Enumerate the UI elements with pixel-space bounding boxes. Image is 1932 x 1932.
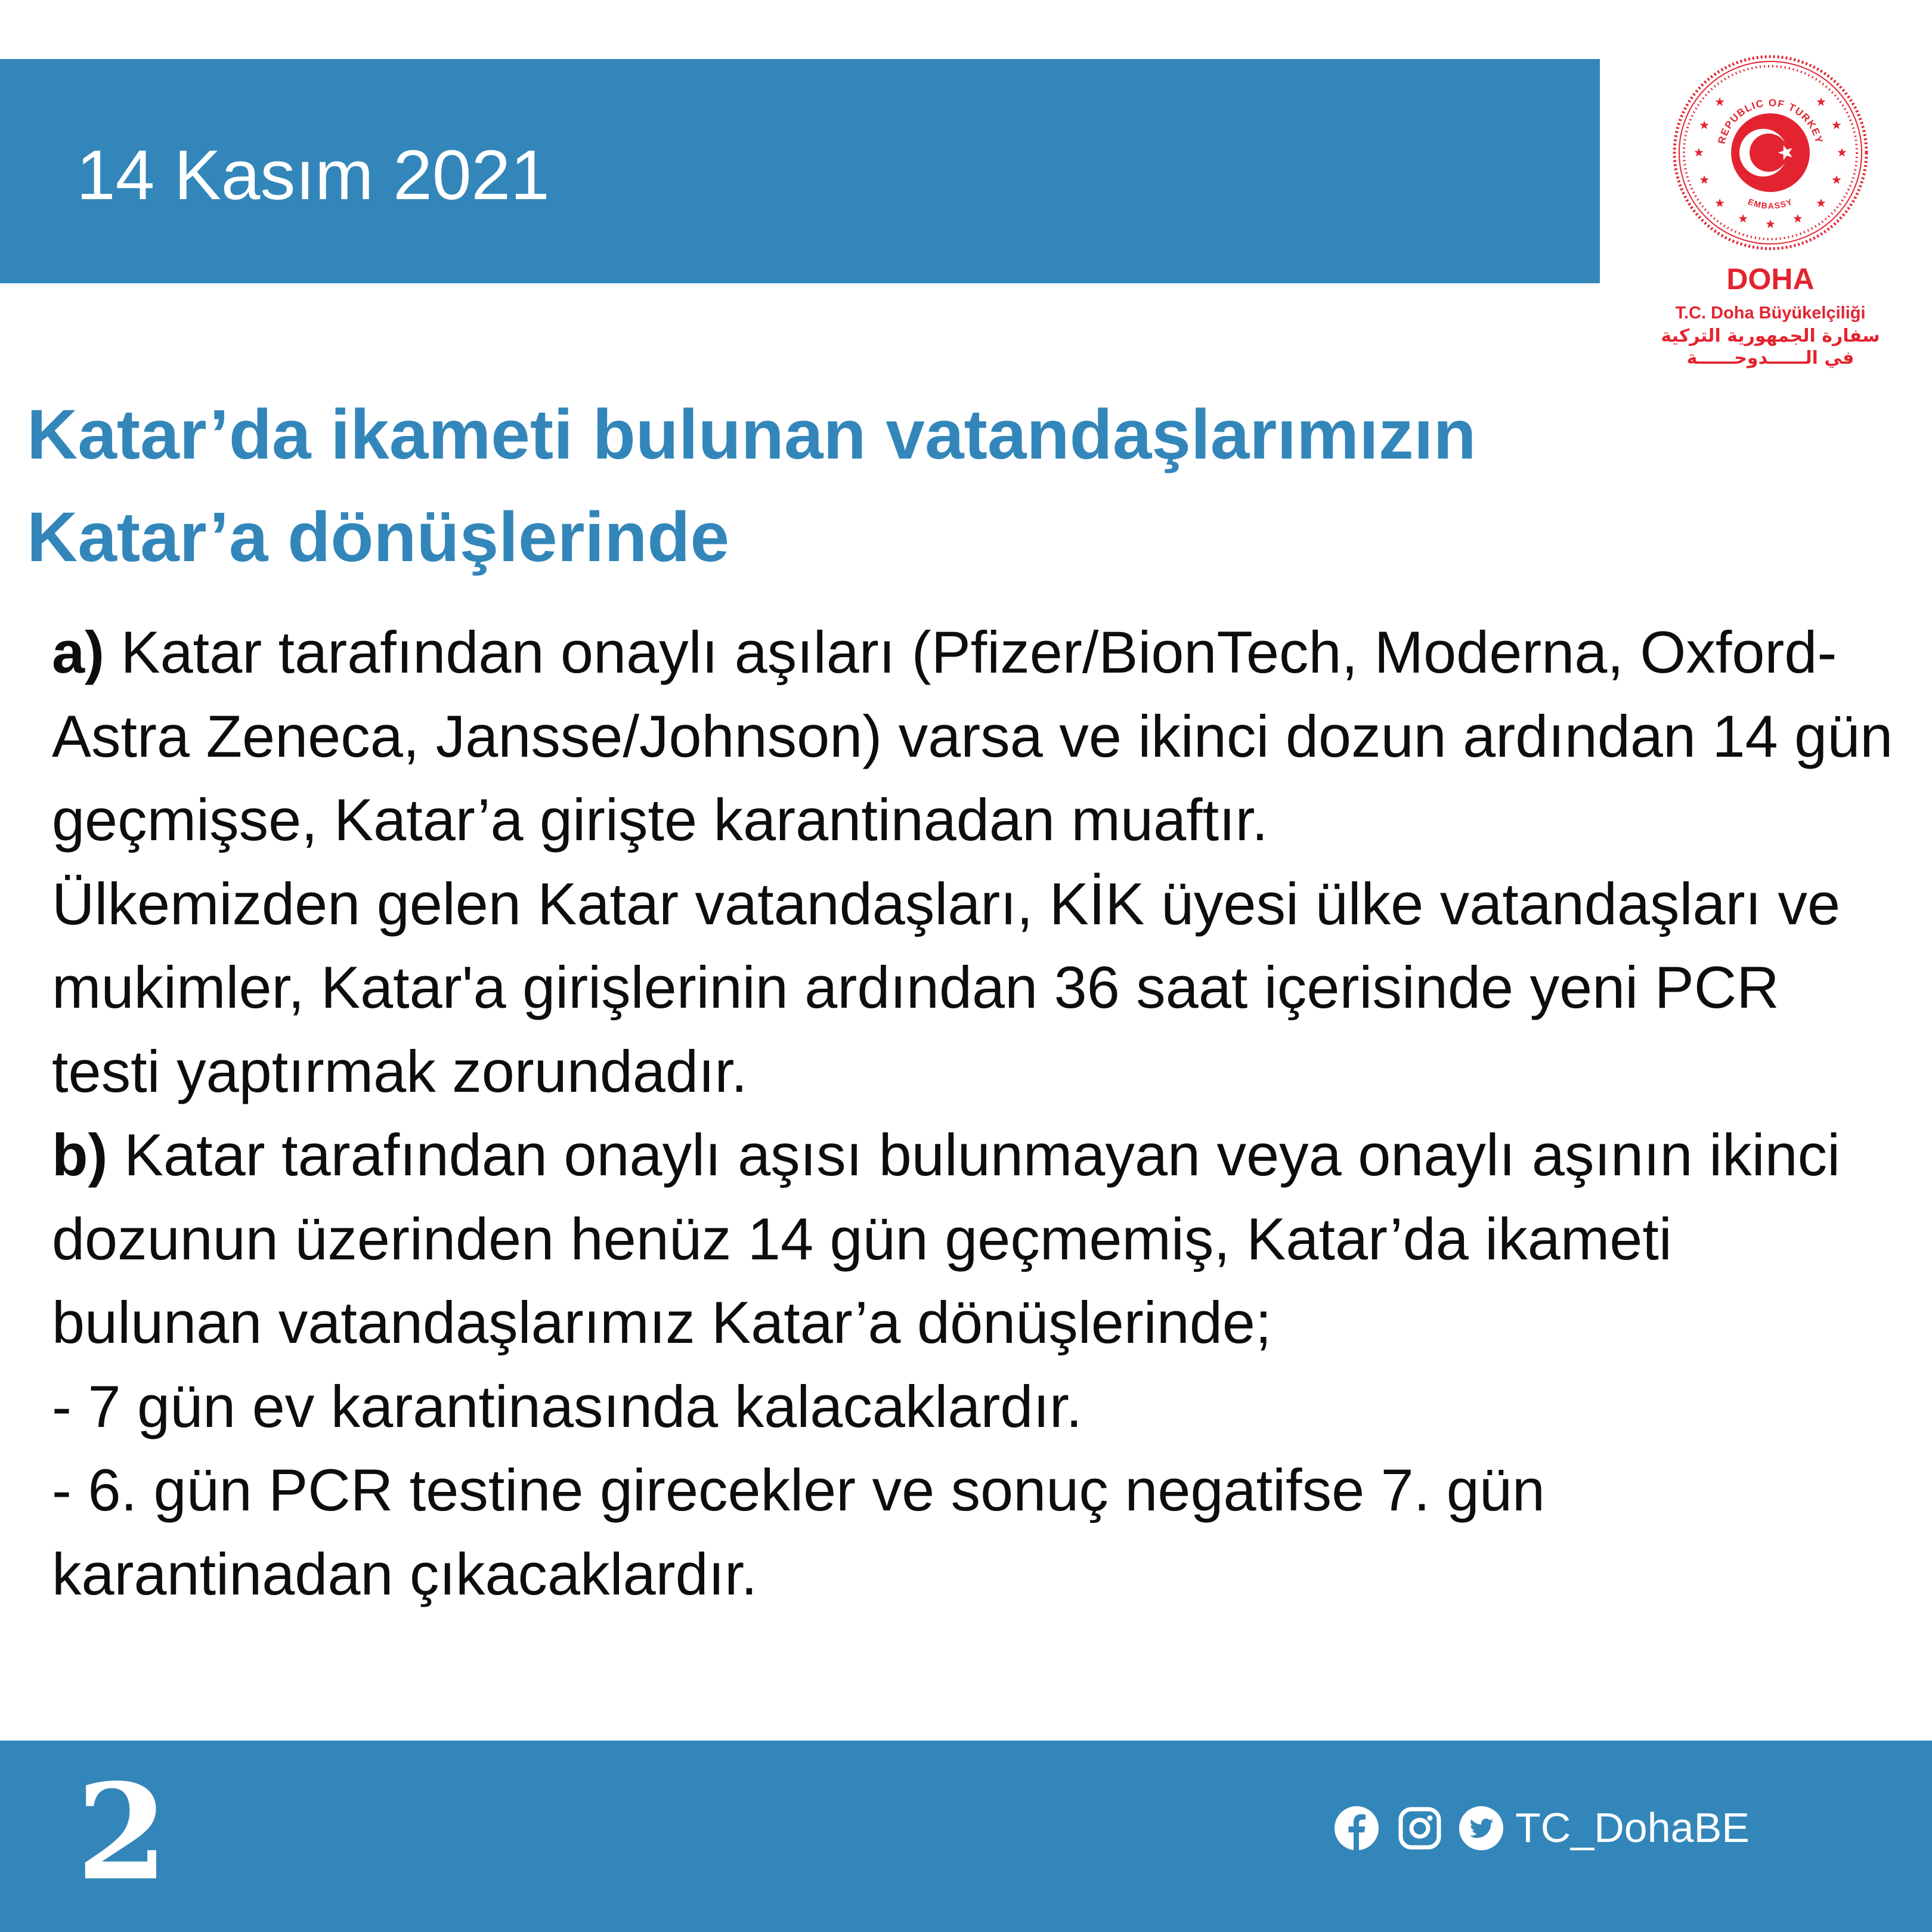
bullet-line: - 6. gün PCR testine girecekler ve sonuç negatifse 7. gün — [52, 1457, 1545, 1523]
title-line: Katar’a dönüşlerinde — [27, 498, 730, 577]
seal-ring-text-bottom — [1747, 197, 1794, 210]
seal-star-icon — [1816, 199, 1825, 207]
seal-star-icon — [1766, 219, 1775, 228]
section-label-b: b) — [52, 1122, 108, 1188]
body-line — [52, 611, 1893, 695]
seal-star-icon — [1699, 175, 1708, 184]
page-title — [27, 383, 1476, 589]
body-line-text: Katar tarafından onaylı aşısı bulunmayan veya onaylı aşının ikinci — [123, 1122, 1841, 1188]
post-date: 14 Kasım 2021 — [76, 136, 550, 215]
logo-arabic-name-line-2: في الــــــدوحــــــة — [1686, 348, 1854, 369]
bullet-line: karantinadan çıkacaklardır. — [52, 1540, 758, 1607]
seal-star-icon — [1837, 148, 1846, 156]
logo-arabic-name-line-1: سفارة الجمهورية التركية — [1661, 326, 1880, 346]
logo-embassy-name: T.C. Doha Büyükelçiliği — [1675, 304, 1866, 323]
body-line: mukimler, Katar'a girişlerinin ardından 36 saat içerisinde yeni PCR — [52, 954, 1779, 1020]
embassy-seal-logo — [1669, 51, 1872, 254]
body-line: dozunun üzerinden henüz 14 gün geçmemiş, Katar’da ikameti — [52, 1205, 1672, 1272]
seal-star-icon — [1715, 199, 1724, 207]
seal-star-icon — [1738, 214, 1747, 222]
body-line: Ülkemizden gelen Katar vatandaşları, KİK üyesi ülke vatandaşları ve — [52, 870, 1841, 937]
body-line-text: Katar tarafından onaylı aşıları (Pfizer/BionTech, Moderna, Oxford- — [120, 619, 1837, 685]
seal-star-icon — [1816, 97, 1825, 106]
body-line: testi yaptırmak zorundadır. — [52, 1038, 748, 1104]
body-line — [52, 1113, 1893, 1197]
seal-star-icon — [1699, 120, 1708, 129]
section-label-a: a) — [52, 619, 105, 685]
seal-ring-text-top-path: REPUBLIC OF TURKEY — [1716, 97, 1825, 145]
body-line: bulunan vatandaşlarımız Katar’a dönüşlerinde; — [52, 1289, 1272, 1355]
logo-city: DOHA — [1726, 262, 1815, 296]
seal-star-icon — [1832, 120, 1841, 129]
page-number: 2 — [76, 1755, 168, 1910]
twitter-icon — [1459, 1806, 1503, 1850]
seal-star-icon — [1694, 148, 1703, 156]
body-text — [52, 611, 1893, 1616]
seal-star-icon — [1715, 97, 1724, 106]
facebook-icon — [1335, 1806, 1379, 1850]
seal-star-icon — [1793, 214, 1802, 222]
title-line: Katar’da ikameti bulunan vatandaşlarımızın — [27, 395, 1476, 474]
body-line: Astra Zeneca, Jansse/Johnson) varsa ve ikinci dozun ardından 14 gün — [52, 702, 1893, 769]
body-line: geçmişse, Katar’a girişte karantinadan muaftır. — [52, 787, 1268, 853]
bullet-line: - 7 gün ev karantinasında kalacaklardır. — [52, 1373, 1083, 1439]
seal-star-icon — [1832, 175, 1841, 184]
seal-ring-text-bottom-path: EMBASSY — [1747, 196, 1794, 211]
instagram-icon — [1398, 1806, 1442, 1850]
social-handle: TC_DohaBE — [1515, 1804, 1750, 1851]
